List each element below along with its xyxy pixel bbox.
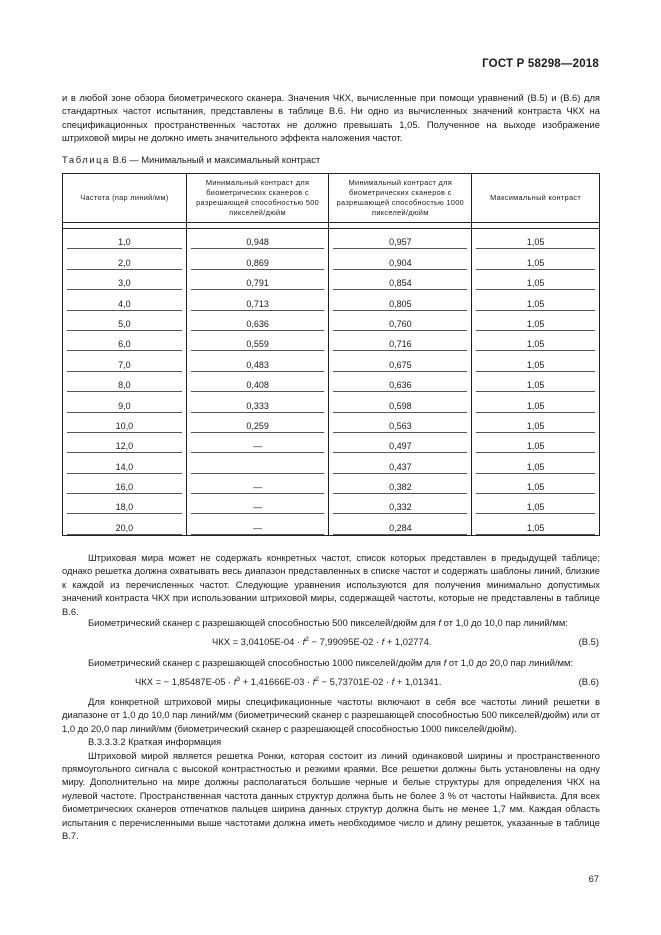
frequency-cell-value: 10,0 <box>67 421 182 433</box>
f-symbol: f <box>233 676 237 687</box>
min-500-cell-value: — <box>191 482 325 494</box>
f-symbol: f <box>443 657 447 668</box>
f-symbol: f <box>312 676 316 687</box>
max-cell-value: 1,05 <box>476 482 595 494</box>
table-row <box>63 311 600 331</box>
eq6-lhs: ЧКХ = − 1,85487E-05 · <box>135 676 234 687</box>
body-paragraph-3: Штриховой мирой является решетка Ронки, которая состоит из линий одинаковой ширины и пространственного прямоугольного сигнала с высокой контрастностью и резкими краями. Все решетки должны быть установлены на одну миру. Дополнительно на мире должны располагаться большие черные и белые структуры для определения ЧКХ на нулевой частоте. Пространственная частота данных структур должна быть не более 3 % от частоты Найквиста. Для всех биометрических сканеров отпечатков пальцев ширина данных структур должна быть не менее 1,7 мм. Каждая область испытания с перечисленными выше частотами должна иметь необходимое число и длину решеток, указанные в таблице В.7. <box>62 749 600 842</box>
frequency-cell <box>63 453 187 473</box>
frequency-cell-value: 4,0 <box>67 299 182 311</box>
table-row <box>63 433 600 453</box>
f-symbol: f <box>391 676 395 687</box>
min-1000-cell <box>329 514 472 535</box>
min-500-cell <box>186 433 329 453</box>
table-row <box>63 229 600 250</box>
max-cell <box>472 433 600 453</box>
min-1000-cell-value: 0,382 <box>333 482 467 494</box>
frequency-cell-value: 14,0 <box>67 462 182 474</box>
max-cell <box>472 413 600 433</box>
frequency-cell <box>63 413 187 433</box>
table-row <box>63 290 600 310</box>
min-500-cell-value: — <box>191 523 325 535</box>
table-row <box>63 392 600 412</box>
min-1000-cell <box>329 351 472 371</box>
max-cell <box>472 249 600 269</box>
table-caption <box>62 154 320 165</box>
min-500-cell <box>186 514 329 535</box>
frequency-cell-value: 9,0 <box>67 401 182 413</box>
frequency-cell-value: 1,0 <box>67 237 182 249</box>
min-500-cell-value: 0,713 <box>191 299 325 311</box>
f-symbol: f <box>438 617 442 628</box>
max-cell <box>472 311 600 331</box>
document-header: ГОСТ Р 58298—2018 <box>482 58 599 70</box>
min-500-cell-value: — <box>191 441 325 453</box>
min-500-cell <box>186 229 329 250</box>
max-cell <box>472 290 600 310</box>
min-500-cell-value: 0,791 <box>191 278 325 290</box>
closing-section <box>62 695 600 842</box>
table-row <box>63 474 600 494</box>
min-500-cell-value: 0,948 <box>191 237 325 249</box>
eq6-intro-a: Биометрический сканер с разрешающей способностью 1000 пикселей/дюйм для <box>88 657 441 668</box>
max-cell-value: 1,05 <box>476 299 595 311</box>
body-section <box>62 551 600 618</box>
eq6-mid2: − 5,73701E-02 · <box>318 676 392 687</box>
min-500-cell <box>186 494 329 514</box>
intro-paragraph <box>62 91 600 145</box>
min-1000-cell-value: 0,284 <box>333 523 467 535</box>
min-1000-cell-value: 0,957 <box>333 237 467 249</box>
min-1000-cell <box>329 331 472 351</box>
max-cell <box>472 392 600 412</box>
min-500-cell <box>186 351 329 371</box>
min-1000-cell <box>329 392 472 412</box>
min-500-cell-value: 0,333 <box>191 401 325 413</box>
max-cell-value: 1,05 <box>476 441 595 453</box>
max-cell-value: 1,05 <box>476 339 595 351</box>
frequency-cell-value: 20,0 <box>67 523 182 535</box>
table-caption-text: В.6 — Минимальный и максимальный контраст <box>112 154 321 165</box>
frequency-cell-value: 2,0 <box>67 258 182 270</box>
min-1000-cell-value: 0,497 <box>333 441 467 453</box>
min-1000-cell-value: 0,904 <box>333 258 467 270</box>
min-500-cell-value <box>191 462 325 474</box>
eq6-mid: + 1,41666E-03 · <box>239 676 313 687</box>
max-cell-value: 1,05 <box>476 319 595 331</box>
min-1000-cell <box>329 249 472 269</box>
min-1000-cell-value: 0,675 <box>333 360 467 372</box>
frequency-cell-value: 6,0 <box>67 339 182 351</box>
max-cell <box>472 331 600 351</box>
min-500-cell-value: 0,408 <box>191 380 325 392</box>
min-1000-cell <box>329 494 472 514</box>
max-cell <box>472 351 600 371</box>
eq5-intro <box>62 616 600 629</box>
min-500-cell <box>186 270 329 290</box>
frequency-cell-value: 7,0 <box>67 360 182 372</box>
table-row <box>63 270 600 290</box>
f-symbol: f <box>381 636 385 647</box>
frequency-cell <box>63 494 187 514</box>
max-cell <box>472 514 600 535</box>
min-500-cell <box>186 413 329 433</box>
min-1000-cell <box>329 474 472 494</box>
max-cell-value: 1,05 <box>476 401 595 413</box>
header-frequency: Частота (пар линий/мм) <box>63 174 187 223</box>
table-header-row <box>63 174 600 223</box>
max-cell-value: 1,05 <box>476 258 595 270</box>
frequency-cell <box>63 474 187 494</box>
eq5-intro-a: Биометрический сканер с разрешающей способностью 500 пикселей/дюйм для <box>88 617 436 628</box>
eq6-intro-b: от 1,0 до 20,0 пар линий/мм: <box>448 657 574 668</box>
max-cell-value: 1,05 <box>476 421 595 433</box>
min-1000-cell-value: 0,437 <box>333 462 467 474</box>
header-max: Максимальный контраст <box>472 174 600 223</box>
frequency-cell <box>63 229 187 250</box>
eq5-mid: − 7,99095E-02 · <box>308 636 382 647</box>
table-row <box>63 351 600 371</box>
equation-b6 <box>135 676 441 687</box>
page-number: 67 <box>588 873 599 884</box>
max-cell-value: 1,05 <box>476 380 595 392</box>
equation-b6-number: (В.6) <box>578 676 599 687</box>
min-1000-cell <box>329 453 472 473</box>
frequency-cell-value: 12,0 <box>67 441 182 453</box>
max-cell-value: 1,05 <box>476 462 595 474</box>
frequency-cell <box>63 433 187 453</box>
eq6-intro <box>62 656 600 669</box>
header-min-1000: Минимальный контраст для биометрических сканеров с разрешающей способностью 1000 пикселей/дюйм <box>329 174 472 223</box>
frequency-cell <box>63 270 187 290</box>
section-heading: В.3.3.3.2 Краткая информация <box>88 736 222 748</box>
min-1000-cell-value: 0,805 <box>333 299 467 311</box>
max-cell <box>472 372 600 392</box>
min-500-cell <box>186 311 329 331</box>
table-caption-prefix: Таблица <box>62 154 110 165</box>
max-cell-value: 1,05 <box>476 523 595 535</box>
equation-b5-number: (В.5) <box>578 636 599 647</box>
table-row <box>63 494 600 514</box>
min-500-cell <box>186 331 329 351</box>
min-500-cell-value: 0,869 <box>191 258 325 270</box>
eq5-exp-1: 2 <box>305 635 309 643</box>
min-1000-cell-value: 0,760 <box>333 319 467 331</box>
eq6-exp-2: 2 <box>315 675 319 683</box>
min-1000-cell <box>329 311 472 331</box>
table-row <box>63 453 600 473</box>
min-1000-cell-value: 0,563 <box>333 421 467 433</box>
f-symbol: f <box>302 636 306 647</box>
min-500-cell-value: 0,636 <box>191 319 325 331</box>
max-cell-value: 1,05 <box>476 502 595 514</box>
min-500-cell <box>186 392 329 412</box>
max-cell-value: 1,05 <box>476 278 595 290</box>
min-1000-cell-value: 0,716 <box>333 339 467 351</box>
max-cell <box>472 474 600 494</box>
frequency-cell-value: 3,0 <box>67 278 182 290</box>
max-cell <box>472 494 600 514</box>
min-500-cell <box>186 249 329 269</box>
frequency-cell <box>63 392 187 412</box>
body-paragraph-1: Штриховая мира может не содержать конкретных частот, список которых представлен в предыдущей таблице; однако решетка должна охватывать весь диапазон представленных в списке частот и содержать шаблоны линий, близкие к каждой из перечисленных частот. Следующие уравнения используются для получения минимально допустимых значений контраста ЧКХ при использовании штриховой миры, содержащей частоты, которые не представлены в таблице В.6. <box>62 552 600 617</box>
min-1000-cell-value: 0,636 <box>333 380 467 392</box>
eq5-intro-b: от 1,0 до 10,0 пар линий/мм: <box>443 617 568 628</box>
frequency-cell <box>63 290 187 310</box>
contrast-table <box>62 173 600 536</box>
table-row <box>63 372 600 392</box>
eq6-exp-1: 3 <box>236 675 240 683</box>
min-500-cell-value: 0,559 <box>191 339 325 351</box>
min-500-cell <box>186 372 329 392</box>
frequency-cell <box>63 311 187 331</box>
min-1000-cell-value: 0,332 <box>333 502 467 514</box>
intro-text: и в любой зоне обзора биометрического сканера. Значения ЧКХ, вычисленные при помощи уравнений (В.5) и (В.6) для стандартных частот испытания, представлены в таблице В.6. Ни одно из вычисленных значений контраста ЧКХ на спецификационных пространственных частотах не должно превышать 1,05. Полученное на выходе изображение штриховой миры не должно иметь значительного эффекта наложения частот. <box>62 92 600 144</box>
eq6-tail: + 1,01341. <box>394 676 442 687</box>
frequency-cell-value: 16,0 <box>67 482 182 494</box>
eq5-lhs: ЧКХ = 3,04105E-04 · <box>212 636 303 647</box>
eq5-tail: + 1,02774. <box>384 636 432 647</box>
min-1000-cell <box>329 270 472 290</box>
frequency-cell <box>63 351 187 371</box>
frequency-cell-value: 5,0 <box>67 319 182 331</box>
max-cell-value: 1,05 <box>476 237 595 249</box>
min-500-cell-value: 0,259 <box>191 421 325 433</box>
max-cell-value: 1,05 <box>476 360 595 372</box>
min-1000-cell-value: 0,598 <box>333 401 467 413</box>
frequency-cell-value: 8,0 <box>67 380 182 392</box>
frequency-cell-value: 18,0 <box>67 502 182 514</box>
min-500-cell-value: 0,483 <box>191 360 325 372</box>
min-1000-cell <box>329 290 472 310</box>
frequency-cell <box>63 331 187 351</box>
frequency-cell <box>63 514 187 535</box>
min-1000-cell-value: 0,854 <box>333 278 467 290</box>
max-cell <box>472 270 600 290</box>
max-cell <box>472 453 600 473</box>
frequency-cell <box>63 249 187 269</box>
table-row <box>63 514 600 535</box>
min-1000-cell <box>329 229 472 250</box>
max-cell <box>472 229 600 250</box>
min-1000-cell <box>329 413 472 433</box>
min-1000-cell <box>329 433 472 453</box>
min-500-cell <box>186 290 329 310</box>
min-500-cell <box>186 474 329 494</box>
min-500-cell <box>186 453 329 473</box>
table-row <box>63 249 600 269</box>
header-min-500: Минимальный контраст для биометрических сканеров с разрешающей способностью 500 пикселей/дюйм <box>186 174 329 223</box>
equation-b5 <box>212 636 431 647</box>
table-row <box>63 331 600 351</box>
table-row <box>63 413 600 433</box>
body-paragraph-2: Для конкретной штриховой миры спецификационные частоты включают в себя все частоты линий решетки в диапазоне от 1,0 до 10,0 пар линий/мм (биометрический сканер с разрешающей способностью 500 пикселей/дюйм) или от 1,0 до 20,0 пар линий/мм (биометрический сканер с разрешающей способностью 1000 пикселей/дюйм). <box>62 696 600 734</box>
min-500-cell-value: — <box>191 502 325 514</box>
min-1000-cell <box>329 372 472 392</box>
frequency-cell <box>63 372 187 392</box>
